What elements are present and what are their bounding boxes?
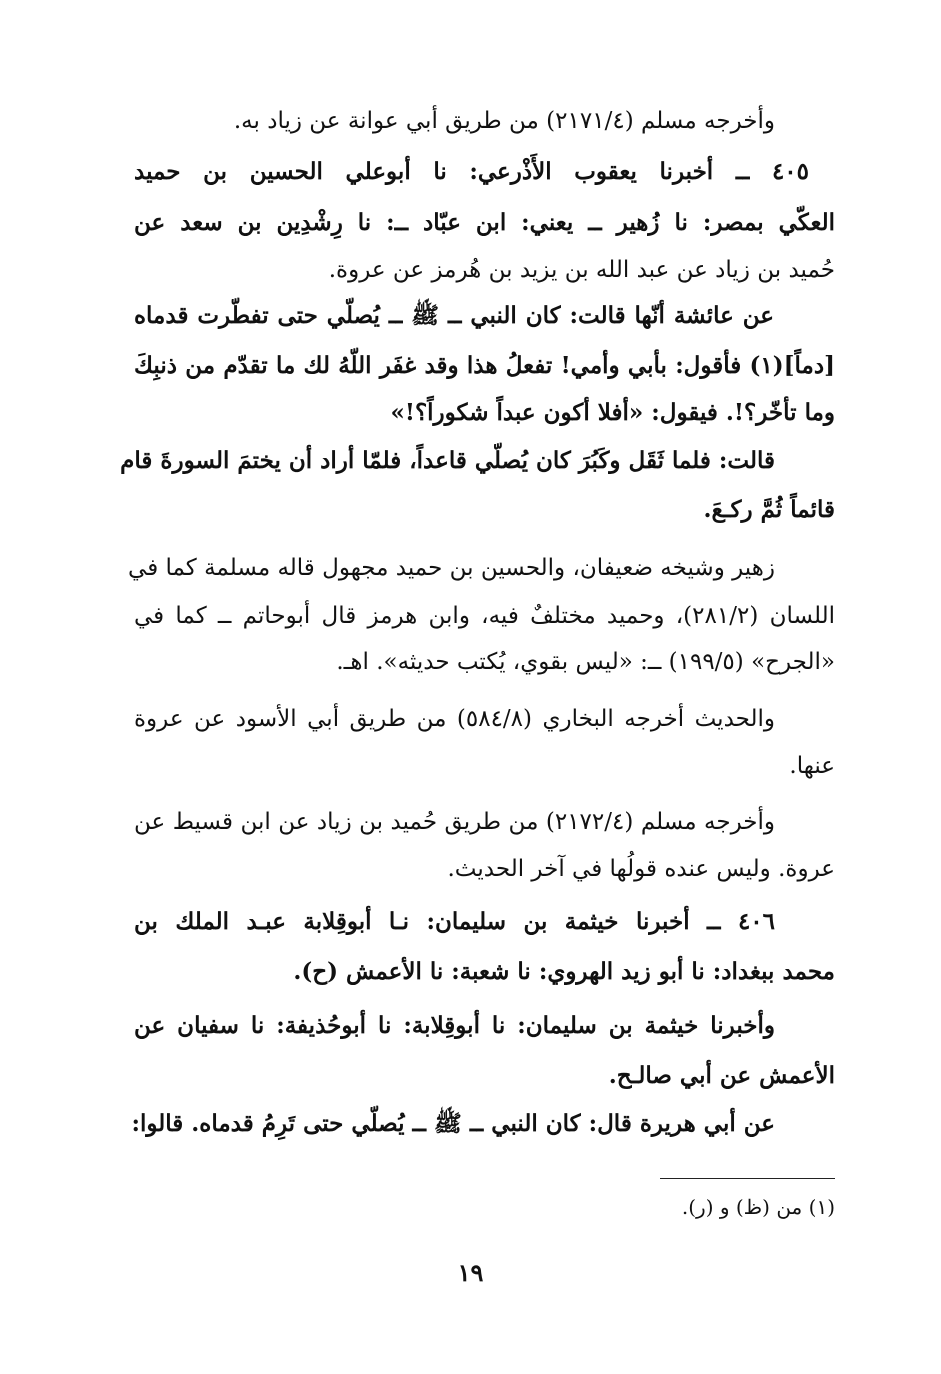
- hadith-text-line: قالت: فلما ثَقَل وكَبُرَ كان يُصلّي قاعداً، فلمّا أراد أن يختمَ السورةَ قام: [120, 447, 775, 474]
- hadith-text-line: [دماً](١) فأقول: بأبي وأمي! تفعلُ هذا وقد غفَر اللّهُ لك ما تقدّم من ذنبِكَ: [134, 352, 835, 379]
- commentary-line: والحديث أخرجه البخاري (٥٨٤/٨) من طريق أبي الأسود عن عروة: [134, 706, 775, 732]
- page-number: ١٩: [457, 1258, 484, 1287]
- text-line: محمد ببغداد: نا أبو زيد الهروي: نا شعبة: نا الأعمش (ح).: [293, 958, 835, 985]
- commentary-line: عروة. وليس عنده قولُها في آخر الحديث.: [447, 856, 835, 882]
- hadith-406-heading: ٤٠٦ ــ أخبرنا خيثمة بن سليمان: نـا أبوقِلابة عبـد الملك بن: [134, 908, 775, 935]
- commentary-line: اللسان (٢٨١/٢)، وحميد مختلفٌ فيه، وابن هرمز قال أبوحاتم ــ كما في: [134, 603, 835, 629]
- text-line: حُميد بن زياد عن عبد الله بن يزيد بن هُرمز عن عروة.: [328, 257, 835, 283]
- footnote: (١) من (ظ) و (ر).: [681, 1195, 835, 1219]
- commentary-line: عنها.: [789, 753, 835, 779]
- text-line: العكّي بمصر: نا زُهير ــ يعني: ابن عبّاد ــ: نا رِشْدِين بن سعد عن: [134, 209, 835, 236]
- hadith-text-line: عن أبي هريرة قال: كان النبي ــ ﷺ ــ يُصلّي حتى تَرِمُ قدماه. قالوا:: [131, 1110, 775, 1137]
- commentary-line: «الجرح» (١٩٩/٥) ــ: «ليس بقوي، يُكتب حديثه». اهـ.: [336, 649, 835, 675]
- hadith-text-line: قائماً ثُمَّ ركـعَ.: [703, 496, 835, 523]
- commentary-line: وأخرجه مسلم (٢١٧٢/٤) من طريق حُميد بن زياد عن ابن قسيط عن: [134, 809, 775, 835]
- commentary-line: زهير وشيخه ضعيفان، والحسين بن حميد مجهول قاله مسلمة كما في: [128, 555, 775, 581]
- hadith-text-line: عن عائشة أنّها قالت: كان النبي ــ ﷺ ــ يُصلّي حتى تفطّرت قدماه: [134, 302, 774, 329]
- footnote-separator: [660, 1178, 835, 1179]
- hadith-text-line: وما تأخّر؟!. فيقول: «أفلا أكون عبداً شكوراً؟!»: [390, 399, 835, 426]
- text-line: وأخرجه مسلم (٢١٧١/٤) من طريق أبي عوانة عن زياد به.: [233, 108, 775, 134]
- hadith-405-heading: ٤٠٥ ــ أخبرنا يعقوب الأَذْرعي: نا أبوعلي الحسين بن حميد: [134, 158, 809, 185]
- text-line: الأعمش عن أبي صالـح.: [608, 1062, 835, 1089]
- text-line: وأخبرنا خيثمة بن سليمان: نا أبوقِلابة: نا أبوحُذيفة: نا سفيان عن: [134, 1012, 775, 1039]
